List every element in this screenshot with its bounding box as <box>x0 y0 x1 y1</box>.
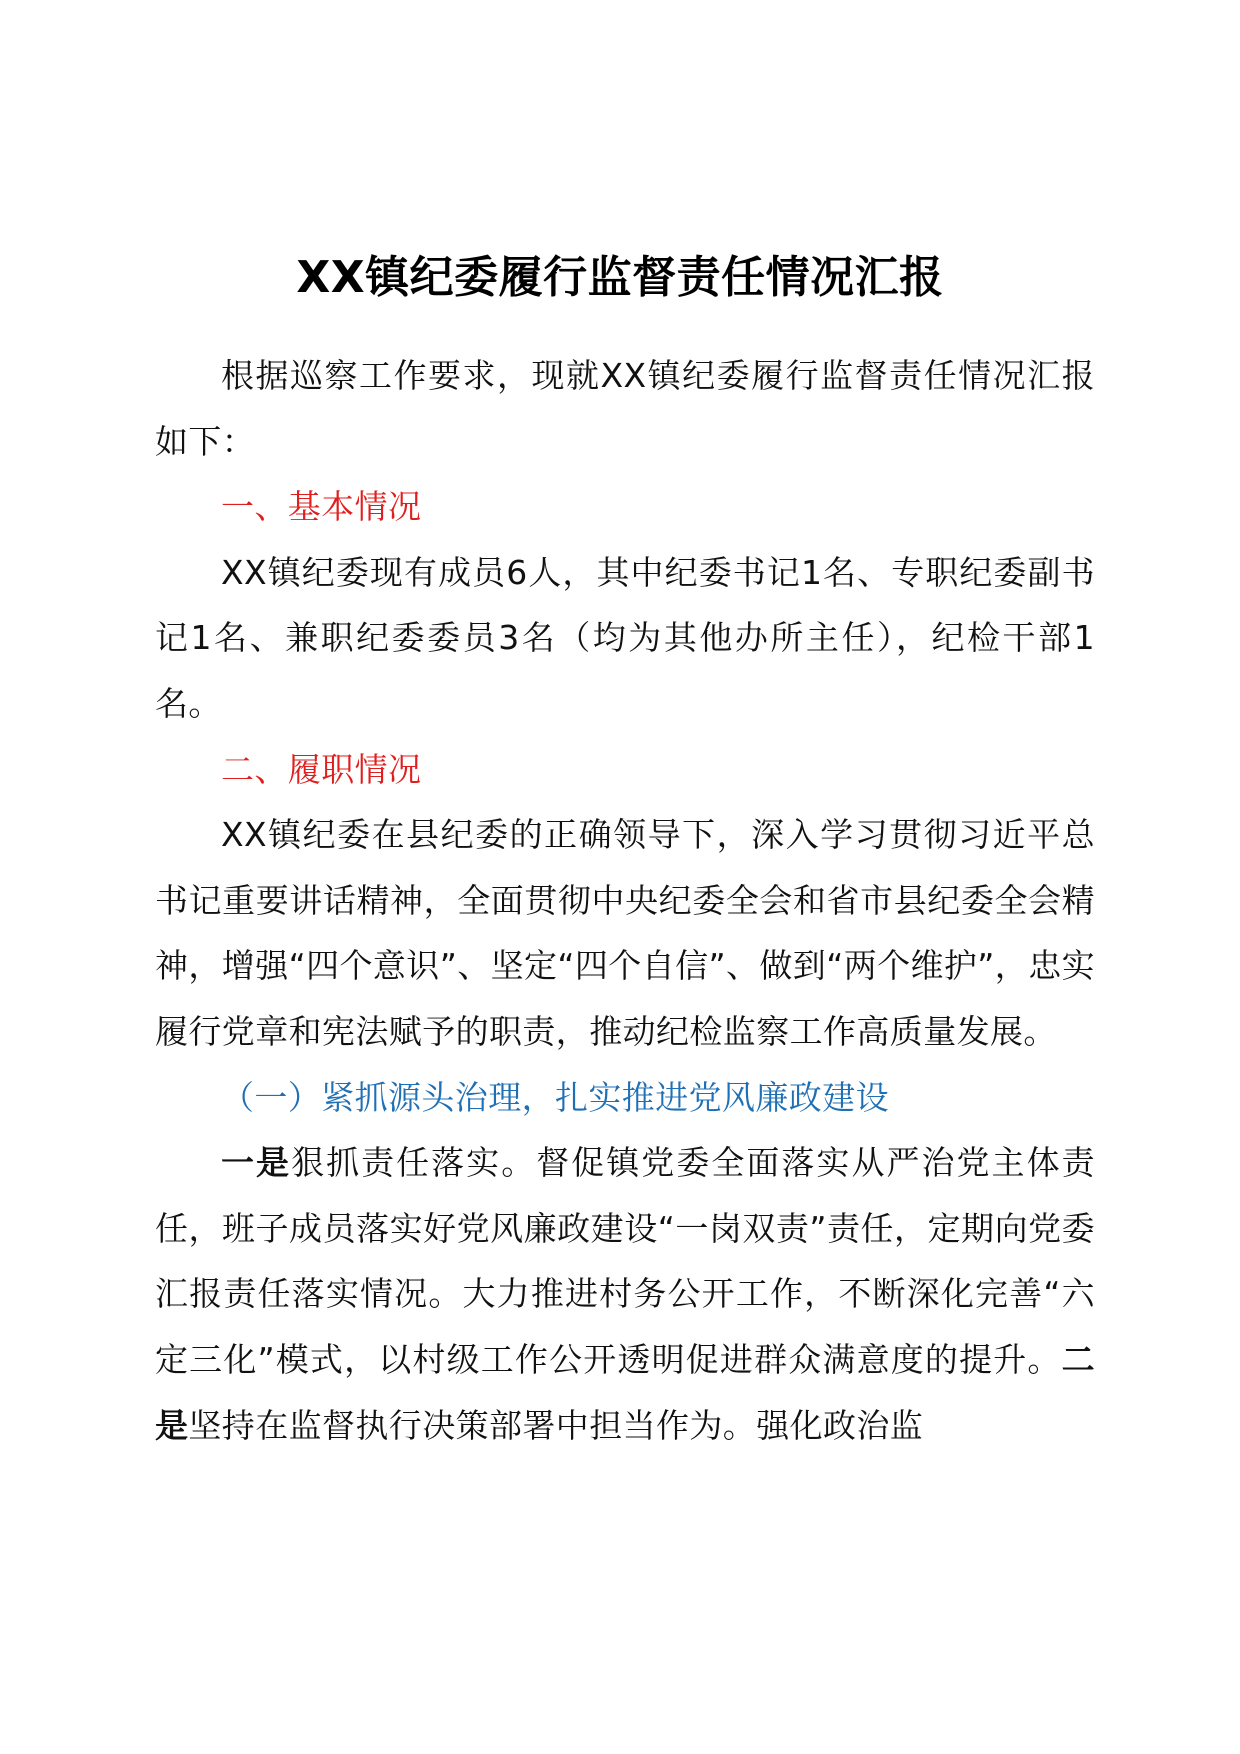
lead-term-1: 一是 <box>221 1143 292 1183</box>
duties-paragraph: XX镇纪委在县纪委的正确领导下，深入学习贯彻习近平总书记重要讲话精神，全面贯彻中央纪委全会和省市县纪委全会精神，增强“四个意识”、坚定“四个自信”、做到“两个维护”，忠实履行党章和宪法赋予的职责，推动纪检监察工作高质量发展。 <box>155 815 1095 1051</box>
document-body <box>155 343 1095 1458</box>
intro-paragraph: 根据巡察工作要求，现就XX镇纪委履行监督责任情况汇报如下： <box>155 356 1095 461</box>
section-heading-duties: 二、履职情况 <box>221 749 422 789</box>
measure-text-1: 狠抓责任落实。督促镇党委全面落实从严治党主体责任，班子成员落实好党风廉政建设“一岗双责”责任，定期向党委汇报责任落实情况。大力推进村务公开工作，不断深化完善“六定三化”模式，以村级工作公开透明促进群众满意度的提升。 <box>155 1143 1095 1379</box>
subsection-heading-1: （一）紧抓源头治理，扎实推进党风廉政建设 <box>221 1077 889 1117</box>
measure-text-2: 坚持在监督执行决策部署中担当作为。强化政治监 <box>188 1405 924 1445</box>
document-title: XX镇纪委履行监督责任情况汇报 <box>296 252 944 303</box>
measures-paragraph <box>155 1130 1095 1458</box>
basic-info-paragraph: XX镇纪委现有成员6人，其中纪委书记1名、专职纪委副书记1名、兼职纪委委员3名（均为其他办所主任），纪检干部1名。 <box>155 552 1095 723</box>
lead-term-2: 二是 <box>155 1339 1095 1445</box>
section-heading-basic: 一、基本情况 <box>221 487 422 527</box>
